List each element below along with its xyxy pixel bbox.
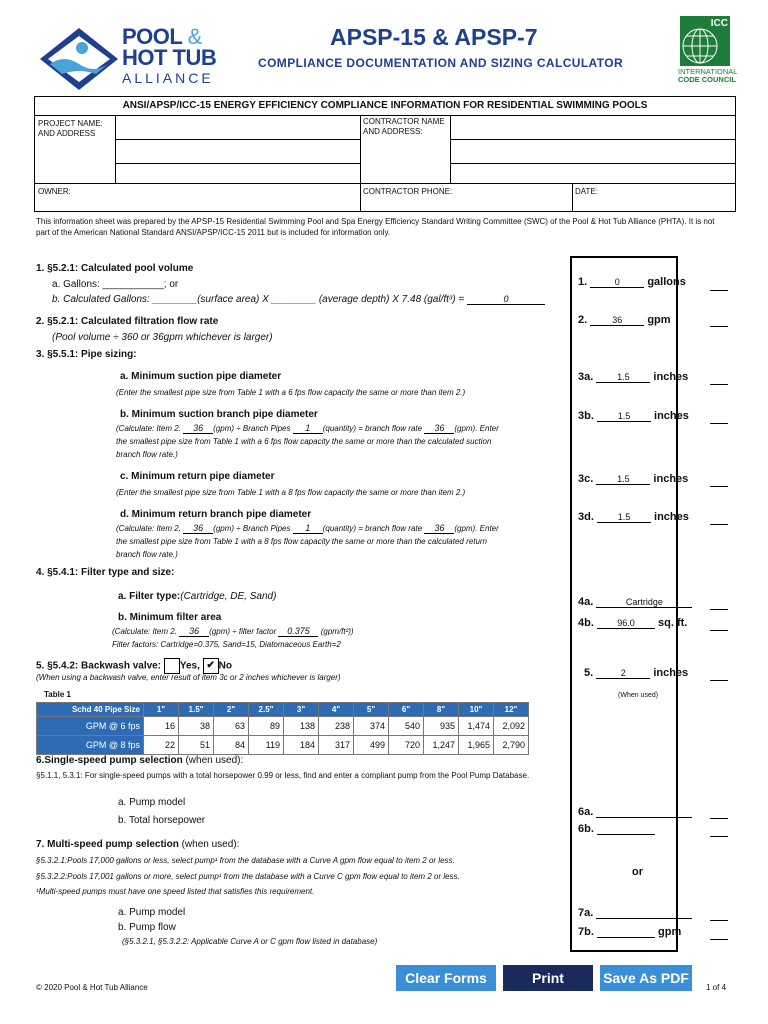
q3c-title: c. Minimum return pipe diameter bbox=[120, 471, 275, 482]
answer-5: 5. 2 inches bbox=[584, 667, 689, 679]
q7-title: 7. Multi-speed pump selection (when used): bbox=[36, 839, 240, 850]
clear-forms-button[interactable]: Clear Forms bbox=[396, 965, 496, 991]
check-mark-3d[interactable] bbox=[710, 524, 728, 525]
table-cell: 238 bbox=[319, 717, 354, 736]
answer-2-field[interactable]: 36 bbox=[590, 315, 644, 326]
q4a: a. Filter type:(Cartridge, DE, Sand) bbox=[118, 591, 277, 602]
answer-6a-field[interactable] bbox=[596, 807, 692, 818]
date-field[interactable] bbox=[605, 185, 733, 209]
q6b: b. Total horsepower bbox=[118, 815, 206, 826]
q6a: a. Pump model bbox=[118, 797, 186, 808]
q1-b: b. Calculated Gallons: ________(surface area) X ________ (average depth) X 7.48 (gal/ft³) = 0 bbox=[52, 294, 545, 305]
table-cell: 38 bbox=[179, 717, 214, 736]
answer-6a: 6a. bbox=[578, 806, 692, 818]
contractor-name-field[interactable] bbox=[453, 117, 733, 137]
table-cell: 138 bbox=[284, 717, 319, 736]
answer-7a: 7a. bbox=[578, 907, 692, 919]
answer-2: 2. 36 gpm bbox=[578, 314, 671, 326]
owner-label: OWNER: bbox=[38, 187, 71, 196]
table-cell: 89 bbox=[249, 717, 284, 736]
form-heading: ANSI/APSP/ICC-15 ENERGY EFFICIENCY COMPLIANCE INFORMATION FOR RESIDENTIAL SWIMMING POOLS bbox=[35, 97, 735, 116]
check-mark-3c[interactable] bbox=[710, 486, 728, 487]
date-label: DATE: bbox=[575, 187, 598, 196]
table-cell: 84 bbox=[214, 736, 249, 755]
q4b-title: b. Minimum filter area bbox=[118, 612, 222, 623]
table-header-cell: 5" bbox=[354, 703, 389, 717]
answer-5-field[interactable]: 2 bbox=[596, 668, 650, 679]
q3b-note: (Calculate: Item 2. 36 (gpm) ÷ Branch Pipes 1 (quantity) = branch flow rate 36 (gpm). Enter the smallest pipe size from Table 1 with a 6 fps flow capacity the same or more than the calculated suction branch flow rate.) bbox=[116, 423, 499, 459]
table-cell: 51 bbox=[179, 736, 214, 755]
table-header-cell: 2.5" bbox=[249, 703, 284, 717]
page-number: 1 of 4 bbox=[706, 983, 727, 992]
table1-caption: Table 1 bbox=[44, 690, 71, 699]
check-mark-7a[interactable] bbox=[710, 920, 728, 921]
answer-1-field[interactable]: 0 bbox=[590, 277, 644, 288]
answer-6b: 6b. bbox=[578, 823, 655, 835]
project-info-form bbox=[34, 96, 736, 212]
check-mark-5[interactable] bbox=[710, 680, 728, 681]
answer-3d: 3d. 1.5 inches bbox=[578, 511, 689, 523]
table-header-cell: 8" bbox=[424, 703, 459, 717]
answer-7b-field[interactable] bbox=[597, 927, 655, 938]
q2-note: (Pool volume ÷ 360 or 36gpm whichever is larger) bbox=[52, 332, 273, 343]
table-header-cell: 4" bbox=[319, 703, 354, 717]
table-cell: 2,092 bbox=[494, 717, 529, 736]
print-button[interactable]: Print bbox=[503, 965, 593, 991]
check-mark-2[interactable] bbox=[710, 326, 728, 327]
table-cell: 2,790 bbox=[494, 736, 529, 755]
q3c-note: (Enter the smallest pipe size from Table 1 with a 8 fps flow capacity the same or more than item 2.) bbox=[116, 488, 466, 497]
q3d-note: (Calculate: Item 2. 36 (gpm) ÷ Branch Pipes 1 (quantity) = branch flow rate 36 (gpm). Enter the smallest pipe size from Table 1 with a 8 fps flow capacity the same or more than the calculated return branch flow rate.) bbox=[116, 523, 499, 559]
page-subtitle: COMPLIANCE DOCUMENTATION AND SIZING CALCULATOR bbox=[258, 56, 624, 70]
check-mark-3b[interactable] bbox=[710, 423, 728, 424]
q5-title: 5. §5.4.2: Backwash valve: Yes, ✔ No bbox=[36, 658, 232, 674]
check-mark-6a[interactable] bbox=[710, 818, 728, 819]
table-header-cell: 1.5" bbox=[179, 703, 214, 717]
answer-4b-field[interactable]: 96.0 bbox=[597, 618, 655, 629]
answer-3a-field[interactable]: 1.5 bbox=[596, 372, 650, 383]
table-row bbox=[37, 717, 529, 736]
q7a: a. Pump model bbox=[118, 907, 186, 918]
table-header-cell: 3" bbox=[284, 703, 319, 717]
answer-3b-field[interactable]: 1.5 bbox=[597, 411, 651, 422]
q3a-title: a. Minimum suction pipe diameter bbox=[120, 371, 282, 382]
contractor-phone-label: CONTRACTOR PHONE: bbox=[363, 187, 453, 196]
table-cell: 1,965 bbox=[459, 736, 494, 755]
q7b-note: (§5.3.2.1, §5.3.2.2: Applicable Curve A or C gpm flow listed in database) bbox=[122, 937, 378, 946]
q2-title: 2. §5.2.1: Calculated filtration flow rate bbox=[36, 316, 219, 327]
table-cell: 935 bbox=[424, 717, 459, 736]
table-header-cell: 12" bbox=[494, 703, 529, 717]
check-mark-4b[interactable] bbox=[710, 630, 728, 631]
q7-line3: ¹Multi-speed pumps must have one speed listed that satisfies this requirement. bbox=[36, 887, 315, 896]
answer-7a-field[interactable] bbox=[596, 908, 692, 919]
answer-3a: 3a. 1.5 inches bbox=[578, 371, 689, 383]
table-cell: 184 bbox=[284, 736, 319, 755]
table-header-cell: 2" bbox=[214, 703, 249, 717]
pipe-size-table bbox=[36, 702, 529, 755]
q6-desc: §5.1.1, 5.3.1: For single-speed pumps with a total horsepower 0.99 or less, find and enter a compliant pump from the Pool Pump Database. bbox=[36, 771, 530, 780]
table-row-label: GPM @ 8 fps bbox=[37, 736, 144, 755]
q7-line1: §5.3.2.1:Pools 17,000 gallons or less, select pump¹ from the database with a Curve A gpm flow equal to item 2 or less. bbox=[36, 856, 455, 865]
table-cell: 540 bbox=[389, 717, 424, 736]
table-cell: 22 bbox=[144, 736, 179, 755]
answer-3c-field[interactable]: 1.5 bbox=[596, 474, 650, 485]
table-cell: 499 bbox=[354, 736, 389, 755]
answer-4a: 4a. Cartridge bbox=[578, 596, 692, 608]
icc-caption: INTERNATIONAL CODE COUNCIL bbox=[678, 67, 738, 84]
table-cell: 16 bbox=[144, 717, 179, 736]
q6-title: 6.Single-speed pump selection (when used): bbox=[36, 755, 244, 766]
table-cell: 63 bbox=[214, 717, 249, 736]
q3d-title: d. Minimum return branch pipe diameter bbox=[120, 509, 312, 520]
contractor-name-label: CONTRACTOR NAME AND ADDRESS: bbox=[363, 117, 445, 136]
q3-title: 3. §5.5.1: Pipe sizing: bbox=[36, 349, 137, 360]
q3a-note: (Enter the smallest pipe size from Table 1 with a 6 fps flow capacity the same or more than item 2.) bbox=[116, 388, 466, 397]
table-header-cell: 10" bbox=[459, 703, 494, 717]
check-mark-1[interactable] bbox=[710, 290, 728, 291]
table-header-cell: 1" bbox=[144, 703, 179, 717]
table-header-label: Schd 40 Pipe Size bbox=[37, 703, 144, 717]
icc-badge-text: ICC bbox=[710, 18, 728, 29]
q1-b-result[interactable]: 0 bbox=[467, 295, 545, 305]
contractor-phone-field[interactable] bbox=[455, 185, 569, 209]
table-cell: 374 bbox=[354, 717, 389, 736]
intro-text: This information sheet was prepared by the APSP-15 Residential Swimming Pool and Spa Energy Efficiency Standard Writing Committee (SWC) of the Pool & Hot Tub Alliance (PHTA). It is not part of the American National Standard ANSI/APSP/ICC-15 2011 but is included for information only. bbox=[36, 217, 715, 237]
project-name-field[interactable] bbox=[117, 117, 357, 137]
answer-3d-field[interactable]: 1.5 bbox=[597, 512, 651, 523]
table-row-label: GPM @ 6 fps bbox=[37, 717, 144, 736]
icc-logo bbox=[680, 16, 730, 66]
table-cell: 119 bbox=[249, 736, 284, 755]
save-as-pdf-button[interactable]: Save As PDF bbox=[600, 965, 692, 991]
check-mark-6b[interactable] bbox=[710, 836, 728, 837]
project-name-label: PROJECT NAME: AND ADDRESS bbox=[38, 119, 103, 138]
table-row bbox=[37, 736, 529, 755]
answer-6b-field[interactable] bbox=[597, 824, 655, 835]
answer-7b: 7b. gpm bbox=[578, 926, 682, 938]
check-mark-4a[interactable] bbox=[710, 609, 728, 610]
q5-note: (When using a backwash valve, enter result of item 3c or 2 inches whichever is larger) bbox=[36, 673, 341, 682]
q4-title: 4. §5.4.1: Filter type and size: bbox=[36, 567, 175, 578]
table-cell: 1,247 bbox=[424, 736, 459, 755]
answer-4b: 4b. 96.0 sq. ft. bbox=[578, 617, 688, 629]
q1-a: a. Gallons: ___________; or bbox=[52, 279, 179, 290]
table-cell: 317 bbox=[319, 736, 354, 755]
owner-field[interactable] bbox=[75, 185, 355, 209]
q1-title: 1. §5.2.1: Calculated pool volume bbox=[36, 263, 194, 274]
page-title: APSP-15 & APSP-7 bbox=[330, 24, 538, 50]
check-mark-3a[interactable] bbox=[710, 384, 728, 385]
copyright: © 2020 Pool & Hot Tub Alliance bbox=[36, 983, 148, 992]
answer-4a-field[interactable]: Cartridge bbox=[596, 597, 692, 608]
q7-line2: §5.3.2.2:Pools 17,001 gallons or more, select pump¹ from the database with a Curve C gpm flow equal to item 2 or less. bbox=[36, 872, 460, 881]
q4b-note: (Calculate: Item 2. 36 (gpm) ÷ filter factor 0.375 (gpm/ft²)) Filter factors: Cartridge=0.375, Sand=15, Diatomaceous Earth=2 bbox=[112, 626, 354, 649]
table-header-cell: 6" bbox=[389, 703, 424, 717]
pool-logo-icon bbox=[36, 24, 122, 94]
check-mark-7b[interactable] bbox=[710, 939, 728, 940]
answer-3b: 3b. 1.5 inches bbox=[578, 410, 689, 422]
answer-1: 1. 0 gallons bbox=[578, 276, 686, 288]
logo-wordmark: POOL & HOT TUB ALLIANCE bbox=[122, 24, 217, 86]
answer-or: or bbox=[632, 866, 643, 878]
answer-3c: 3c. 1.5 inches bbox=[578, 473, 689, 485]
answer-5-note: (When used) bbox=[618, 692, 659, 699]
q7b: b. Pump flow bbox=[118, 922, 176, 933]
table-cell: 720 bbox=[389, 736, 424, 755]
backwash-no-checkbox[interactable]: ✔ bbox=[203, 658, 219, 674]
q3b-title: b. Minimum suction branch pipe diameter bbox=[120, 409, 318, 420]
table-cell: 1,474 bbox=[459, 717, 494, 736]
